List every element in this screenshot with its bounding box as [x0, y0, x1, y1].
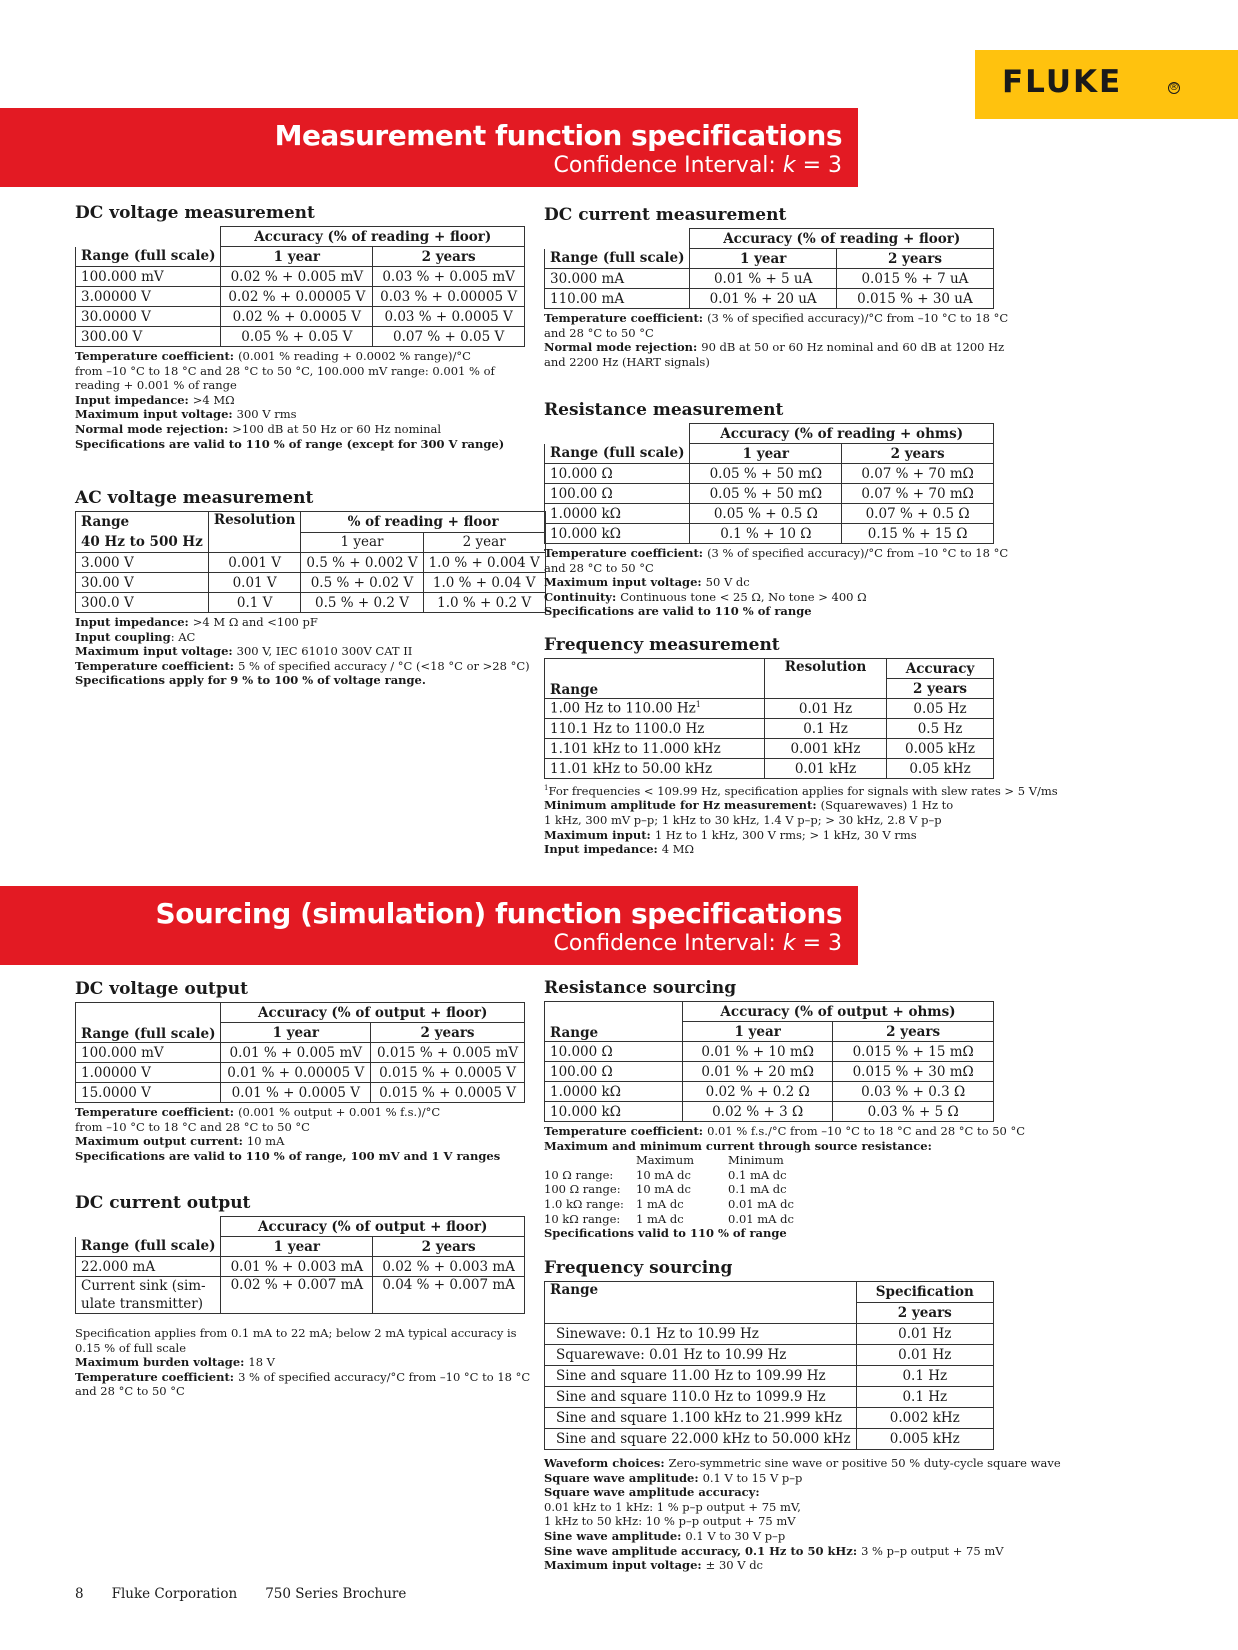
resistance-measurement: [544, 400, 1008, 619]
table-row: 1.0000 kΩ 0.02 % + 0.2 Ω 0.03 % + 0.3 Ω: [545, 1082, 994, 1102]
sourcing-banner: [0, 886, 858, 965]
resistance-sourcing: [544, 978, 1025, 1241]
spec-table: [75, 511, 546, 613]
group-header: % of reading + floor: [301, 512, 545, 533]
group-header: Accuracy (% of reading + floor): [221, 227, 525, 247]
section-heading: Resistance measurement: [544, 400, 784, 420]
spec-table: [75, 1216, 525, 1314]
col-1-year: 1 year: [301, 532, 423, 553]
col-range: Range: [545, 1002, 683, 1042]
table-row: 110.1 Hz to 1100.0 Hz 0.1 Hz 0.5 Hz: [545, 719, 994, 739]
table-row: 100.00 Ω 0.05 % + 50 mΩ 0.07 % + 70 mΩ: [545, 484, 994, 504]
section-heading: Frequency measurement: [544, 635, 780, 655]
table-row: 1.101 kHz to 11.000 kHz 0.001 kHz 0.005 kHz: [545, 739, 994, 759]
col-1-year: 1 year: [690, 249, 836, 269]
group-header: Accuracy (% of reading + ohms): [690, 424, 994, 444]
spec-notes: Input impedance: >4 M Ω and <100 pF Input coupling: AC Maximum input voltage: 300 V, IEC 61010 300V CAT II Temperature coefficient: 5 % of specified accuracy / °C (<18 °C or >28 °C) Specifications apply for 9 % to 100 % of voltage range.: [75, 615, 530, 688]
col-2-years: 2 years: [373, 247, 525, 267]
table-row: 300.0 V 0.1 V 0.5 % + 0.2 V 1.0 % + 0.2 V: [76, 593, 546, 613]
banner-title: Measurement function specifications: [274, 119, 842, 152]
spec-table: [544, 1001, 994, 1122]
current-row: 10 Ω range: 10 mA dc 0.1 mA dc: [544, 1167, 787, 1182]
section-heading: AC voltage measurement: [75, 488, 314, 508]
section-heading: DC voltage measurement: [75, 203, 315, 223]
table-row: 1.0000 kΩ 0.05 % + 0.5 Ω 0.07 % + 0.5 Ω: [545, 504, 994, 524]
table-row: Sine and square 22.000 kHz to 50.000 kHz 0.005 kHz: [545, 1429, 994, 1450]
table-row: 22.000 mA 0.01 % + 0.003 mA 0.02 % + 0.003 mA: [76, 1257, 525, 1277]
col-2-years: 2 years: [856, 1303, 993, 1324]
col-2-years: 2 years: [371, 1023, 525, 1043]
spec-table: [75, 226, 525, 347]
company-name: Fluke Corporation: [111, 1586, 238, 1602]
col-range: Range (full scale): [545, 249, 690, 269]
frequency-measurement: [544, 635, 1058, 857]
page-number: 8: [75, 1586, 84, 1602]
col-accuracy: Accuracy: [887, 659, 994, 679]
section-heading: DC voltage output: [75, 979, 249, 999]
table-row: 10.000 Ω 0.05 % + 50 mΩ 0.07 % + 70 mΩ: [545, 464, 994, 484]
banner-subtitle: Confidence Interval: k = 3: [553, 153, 842, 178]
table-row: 3.00000 V 0.02 % + 0.00005 V 0.03 % + 0.00005 V: [76, 287, 525, 307]
spec-notes: $^1$For frequencies < 109.99 Hz, specification applies for signals with slew rates > 5 V/ms Minimum amplitude for Hz measurement: (Squarewaves) 1 Hz to 1 kHz, 300 mV p–p; 1 kHz to 30 kHz, 1.4 V p–p; > 30 kHz, 2.8 V p–p Maximum input: 1 Hz to 1 kHz, 300 V rms; > 1 kHz, 30 V rms Input impedance: 4 MΩ: [544, 783, 1058, 857]
dc-voltage-measurement: [75, 203, 525, 451]
spec-table: [544, 423, 994, 544]
col-2-years: 2 years: [887, 679, 994, 699]
spec-notes: Temperature coefficient: (0.001 % reading + 0.0002 % range)/°C from –10 °C to 18 °C and 28 °C to 50 °C, 100.000 mV range: 0.001 % of reading + 0.001 % of range Input impedance: >4 MΩ Maximum input voltage: 300 V rms Normal mode rejection: >100 dB at 50 Hz or 60 Hz nominal Specifications are valid to 110 % of range (except for 300 V range): [75, 349, 505, 451]
spec-notes: Waveform choices: Zero-symmetric sine wave or positive 50 % duty-cycle square wave Square wave amplitude: 0.1 V to 15 V p–p Square wave amplitude accuracy: 0.01 kHz to 1 kHz: 1 % p–p output + 75 mV, 1 kHz to 50 kHz: 10 % p–p output + 75 mV Sine wave amplitude: 0.1 V to 30 V p–p Sine wave amplitude accuracy, 0.1 Hz to 50 kHz: 3 % p–p output + 75 mV Maximum input voltage: ± 30 V dc: [544, 1456, 1061, 1573]
table-row: 1.00 Hz to 110.00 Hz$^1$ 0.01 Hz 0.05 Hz: [545, 699, 994, 719]
col-range: Range (full scale): [76, 247, 221, 267]
section-heading: Resistance sourcing: [544, 978, 737, 998]
table-row: 11.01 kHz to 50.00 kHz 0.01 kHz 0.05 kHz: [545, 759, 994, 779]
table-row: Sine and square 11.00 Hz to 109.99 Hz 0.1 Hz: [545, 1366, 994, 1387]
spec-notes: Temperature coefficient: (3 % of specified accuracy)/°C from –10 °C to 18 °C and 28 °C to 50 °C Maximum input voltage: 50 V dc Continuity: Continuous tone < 25 Ω, No tone > 400 Ω Specifications are valid to 110 % of range: [544, 546, 1009, 619]
table-row: 10.000 Ω 0.01 % + 10 mΩ 0.015 % + 15 mΩ: [545, 1042, 994, 1062]
page-footer: [75, 1586, 434, 1602]
table-row: Current sink (sim- ulate transmitter) 0.02 % + 0.007 mA 0.04 % + 0.007 mA: [76, 1277, 525, 1314]
col-range: Range (full scale): [545, 444, 690, 464]
col-1-year: 1 year: [221, 1237, 373, 1257]
col-resolution: Resolution: [765, 659, 887, 699]
table-row: 100.00 Ω 0.01 % + 20 mΩ 0.015 % + 30 mΩ: [545, 1062, 994, 1082]
spec-notes: Temperature coefficient: (3 % of specified accuracy)/°C from –10 °C to 18 °C and 28 °C to 50 °C Normal mode rejection: 90 dB at 50 or 60 Hz nominal and 60 dB at 1200 Hz and 2200 Hz (HART signals): [544, 311, 1009, 369]
dc-voltage-output: [75, 979, 525, 1163]
group-header: Accuracy (% of output + ohms): [683, 1002, 994, 1022]
col-1-year: 1 year: [690, 444, 842, 464]
col-1-year: 1 year: [221, 247, 373, 267]
table-row: 30.000 mA 0.01 % + 5 uA 0.015 % + 7 uA: [545, 269, 994, 289]
fluke-logo: [975, 50, 1238, 119]
spec-table: [544, 228, 994, 309]
spec-notes: Specification applies from 0.1 mA to 22 mA; below 2 mA typical accuracy is 0.15 % of full scale Maximum burden voltage: 18 V Temperature coefficient: 3 % of specified accuracy/°C from –10 °C to 18 °C and 28 °C to 50 °C: [75, 1326, 531, 1399]
spec-table: [544, 1281, 994, 1450]
table-row: 110.00 mA 0.01 % + 20 uA 0.015 % + 30 uA: [545, 289, 994, 309]
table-row: 1.00000 V 0.01 % + 0.00005 V 0.015 % + 0.0005 V: [76, 1063, 525, 1083]
brand-name: FLUKE: [1002, 64, 1123, 100]
col-resolution: Resolution: [208, 512, 301, 533]
section-heading: DC current output: [75, 1193, 251, 1213]
table-row: 10.000 kΩ 0.1 % + 10 Ω 0.15 % + 15 Ω: [545, 524, 994, 544]
frequency-sourcing: [544, 1258, 1061, 1573]
spec-table: [544, 658, 994, 779]
group-header: Accuracy (% of output + floor): [221, 1217, 525, 1237]
col-range: Range (full scale): [76, 1237, 221, 1257]
col-1-year: 1 year: [683, 1022, 833, 1042]
table-row: 3.000 V 0.001 V 0.5 % + 0.002 V 1.0 % + 0.004 V: [76, 553, 546, 573]
measurement-banner: [0, 108, 858, 187]
group-header: Accuracy (% of output + floor): [221, 1003, 525, 1023]
col-2-years: 2 years: [836, 249, 993, 269]
banner-subtitle: Confidence Interval: k = 3: [553, 931, 842, 956]
spec-table: [75, 1002, 525, 1103]
col-2-year: 2 year: [423, 532, 545, 553]
col-range: Range (full scale): [76, 1003, 221, 1043]
col-2-years: 2 years: [833, 1022, 994, 1042]
col-2-years: 2 years: [373, 1237, 525, 1257]
table-row: 300.00 V 0.05 % + 0.05 V 0.07 % + 0.05 V: [76, 327, 525, 347]
table-row: 100.000 mV 0.01 % + 0.005 mV 0.015 % + 0.005 mV: [76, 1043, 525, 1063]
col-1-year: 1 year: [221, 1023, 371, 1043]
ac-voltage-measurement: [75, 488, 546, 688]
col-range: Range 40 Hz to 500 Hz: [76, 512, 209, 553]
table-row: 30.0000 V 0.02 % + 0.0005 V 0.03 % + 0.0005 V: [76, 307, 525, 327]
table-row: Sinewave: 0.1 Hz to 10.99 Hz 0.01 Hz: [545, 1324, 994, 1345]
dc-current-measurement: [544, 205, 1008, 369]
dc-current-output: [75, 1193, 530, 1399]
current-row: 100 Ω range: 10 mA dc 0.1 mA dc: [544, 1182, 787, 1197]
spec-notes: Temperature coefficient: 0.01 % f.s./°C from –10 °C to 18 °C and 28 °C to 50 °C Maximum and minimum current through source resistance: Maximum Minimum 10 Ω range: 10 mA dc 0.1 mA dc 100 Ω range: 10 mA dc 0.1 mA dc 1.0 kΩ range: 1 mA dc 0.01 mA dc 10 kΩ range: 1 mA dc 0.01 mA dc Specifications valid to 110 % of range: [544, 1124, 1026, 1241]
col-range: Range: [545, 1282, 857, 1324]
current-row: 10 kΩ range: 1 mA dc 0.01 mA dc: [544, 1211, 794, 1226]
spec-notes: Temperature coefficient: (0.001 % output + 0.001 % f.s.)/°C from –10 °C to 18 °C and 28 °C to 50 °C Maximum output current: 10 mA Specifications are valid to 110 % of range, 100 mV and 1 V ranges: [75, 1105, 501, 1163]
document-title: 750 Series Brochure: [265, 1586, 407, 1602]
table-row: Squarewave: 0.01 Hz to 10.99 Hz 0.01 Hz: [545, 1345, 994, 1366]
col-specification: Specification: [856, 1282, 993, 1303]
section-heading: Frequency sourcing: [544, 1258, 733, 1278]
section-heading: DC current measurement: [544, 205, 787, 225]
table-row: 30.00 V 0.01 V 0.5 % + 0.02 V 1.0 % + 0.04 V: [76, 573, 546, 593]
col-range: Range: [545, 659, 765, 699]
table-row: Sine and square 110.0 Hz to 1099.9 Hz 0.1 Hz: [545, 1387, 994, 1408]
table-row: 100.000 mV 0.02 % + 0.005 mV 0.03 % + 0.005 mV: [76, 267, 525, 287]
banner-title: Sourcing (simulation) function specifications: [155, 897, 842, 930]
table-row: 10.000 kΩ 0.02 % + 3 Ω 0.03 % + 5 Ω: [545, 1102, 994, 1122]
table-row: 15.0000 V 0.01 % + 0.0005 V 0.015 % + 0.0005 V: [76, 1083, 525, 1103]
col-2-years: 2 years: [842, 444, 994, 464]
registered-mark: ®: [1169, 82, 1179, 93]
table-row: Sine and square 1.100 kHz to 21.999 kHz 0.002 kHz: [545, 1408, 994, 1429]
current-row: 1.0 kΩ range: 1 mA dc 0.01 mA dc: [544, 1196, 794, 1211]
group-header: Accuracy (% of reading + floor): [690, 229, 994, 249]
